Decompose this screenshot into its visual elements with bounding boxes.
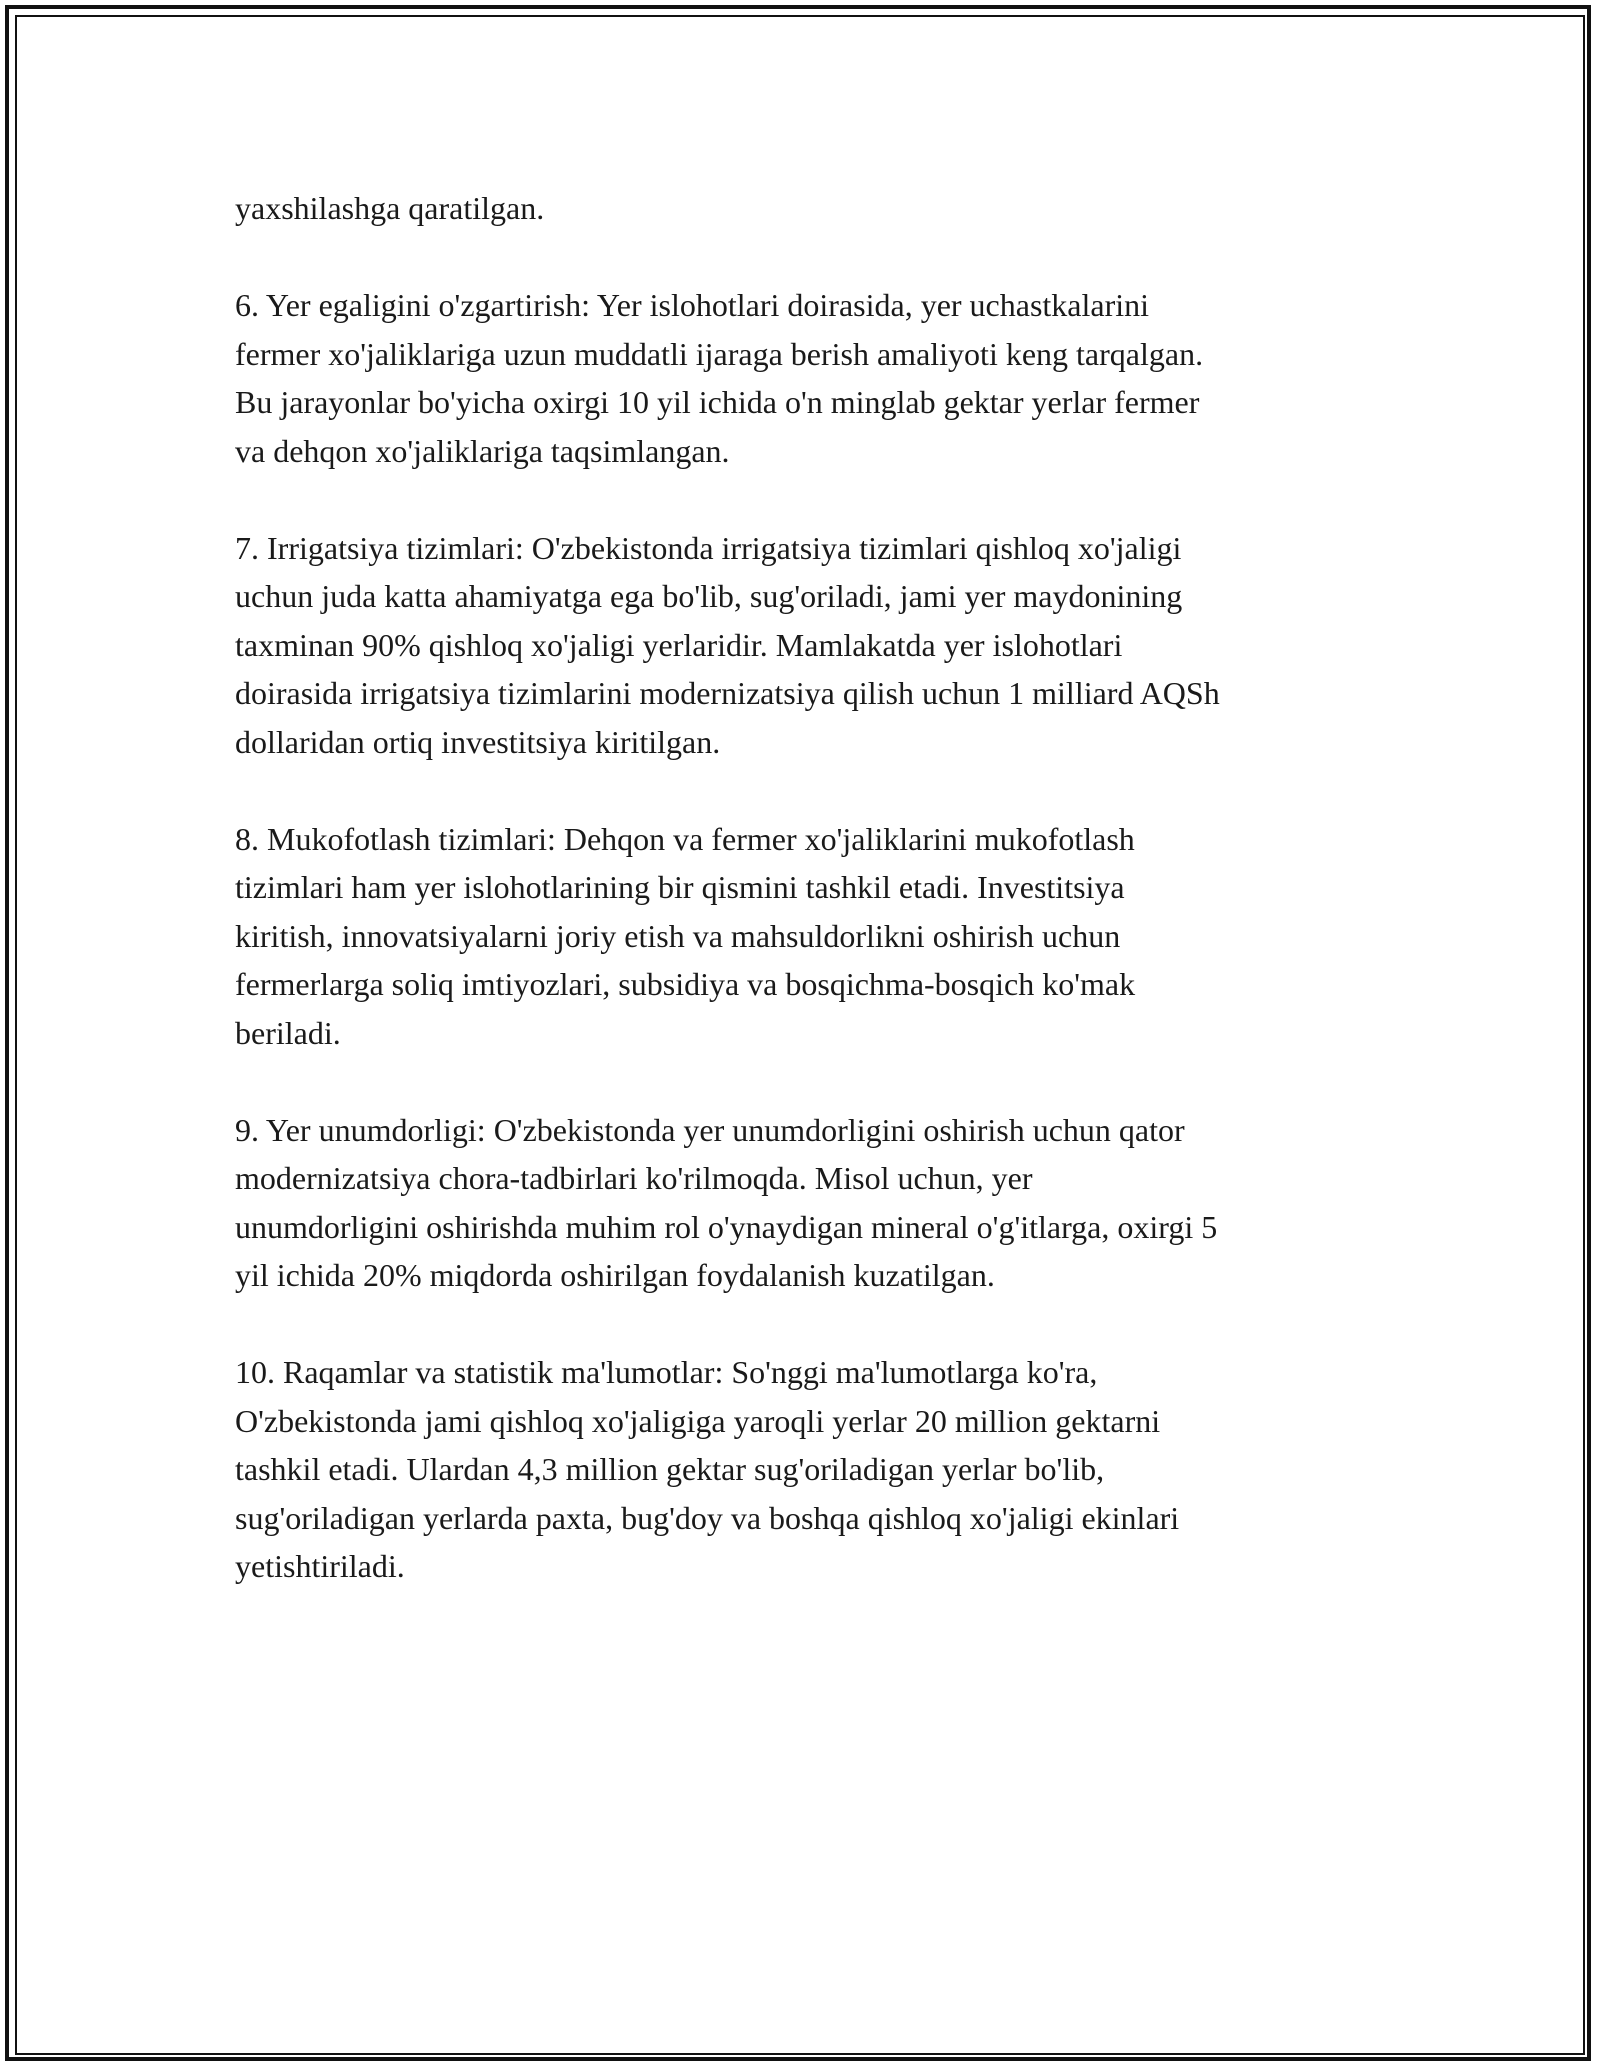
text-line: yetishtiriladi. [235,1548,405,1584]
text-line: 9. Yer unumdorligi: O'zbekistonda yer unumdorligini oshirish uchun qator [235,1111,1185,1148]
text-line: taxminan 90% qishloq xo'jaligi yerlaridir. Mamlakatda yer islohotlari [235,626,1123,663]
text-line: O'zbekistonda jami qishloq xo'jaligiga yaroqli yerlar 20 million gektarni [235,1402,1161,1439]
text-line: tizimlari ham yer islohotlarining bir qismini tashkil etadi. Investitsiya [235,869,1125,905]
text-line: 10. Raqamlar va statistik ma'lumotlar: So'nggi ma'lumotlarga ko'ra, [235,1354,1098,1390]
text-line: uchun juda katta ahamiyatga ega bo'lib, sug'oriladi, jami yer maydonining [235,578,1183,614]
paragraph-soil-fertility [235,1106,1375,1300]
text-line: 6. Yer egaligini o'zgartirish: Yer islohotlari doirasida, yer uchastkalarini [235,287,1150,323]
paragraph-rewards [235,815,1375,1058]
text-line: 7. Irrigatsiya tizimlari: O'zbekistonda irrigatsiya tizimlari qishloq xo'jaligi [235,529,1182,566]
text-line: dollaridan ortiq investitsiya kiritilgan. [235,723,721,760]
paragraph-irrigation [235,524,1375,767]
text-line: unumdorligini oshirishda muhim rol o'ynaydigan mineral o'g'itlarga, oxirgi 5 [235,1208,1218,1245]
text-line: yil ichida 20% miqdorda oshirilgan foydalanish kuzatilgan. [235,1257,995,1293]
text-line: kiritish, innovatsiyalarni joriy etish va mahsuldorlikni oshirish uchun [235,917,1121,954]
paragraph-continuation [235,184,1375,233]
text-line: doirasida irrigatsiya tizimlarini modernizatsiya qilish uchun 1 milliard AQSh [235,675,1220,711]
document-body [235,184,1375,1639]
text-line: yaxshilashga qaratilgan. [235,190,545,226]
text-line: va dehqon xo'jaliklariga taqsimlangan. [235,432,730,469]
text-line: fermerlarga soliq imtiyozlari, subsidiya va bosqichma-bosqich ko'mak [235,966,1136,1002]
text-line: modernizatsiya chora-tadbirlari ko'rilmoqda. Misol uchun, yer [235,1160,1033,1196]
text-line: Bu jarayonlar bo'yicha oxirgi 10 yil ichida o'n minglab gektar yerlar fermer [235,384,1200,420]
text-line: 8. Mukofotlash tizimlari: Dehqon va fermer xo'jaliklarini mukofotlash [235,820,1135,857]
paragraph-land-ownership [235,281,1375,475]
paragraph-statistics [235,1348,1375,1591]
text-line: fermer xo'jaliklariga uzun muddatli ijaraga berish amaliyoti keng tarqalgan. [235,335,1204,372]
text-line: sug'oriladigan yerlarda paxta, bug'doy va boshqa qishloq xo'jaligi ekinlari [235,1499,1180,1536]
text-line: beriladi. [235,1014,341,1051]
text-line: tashkil etadi. Ulardan 4,3 million gektar sug'oriladigan yerlar bo'lib, [235,1451,1105,1487]
